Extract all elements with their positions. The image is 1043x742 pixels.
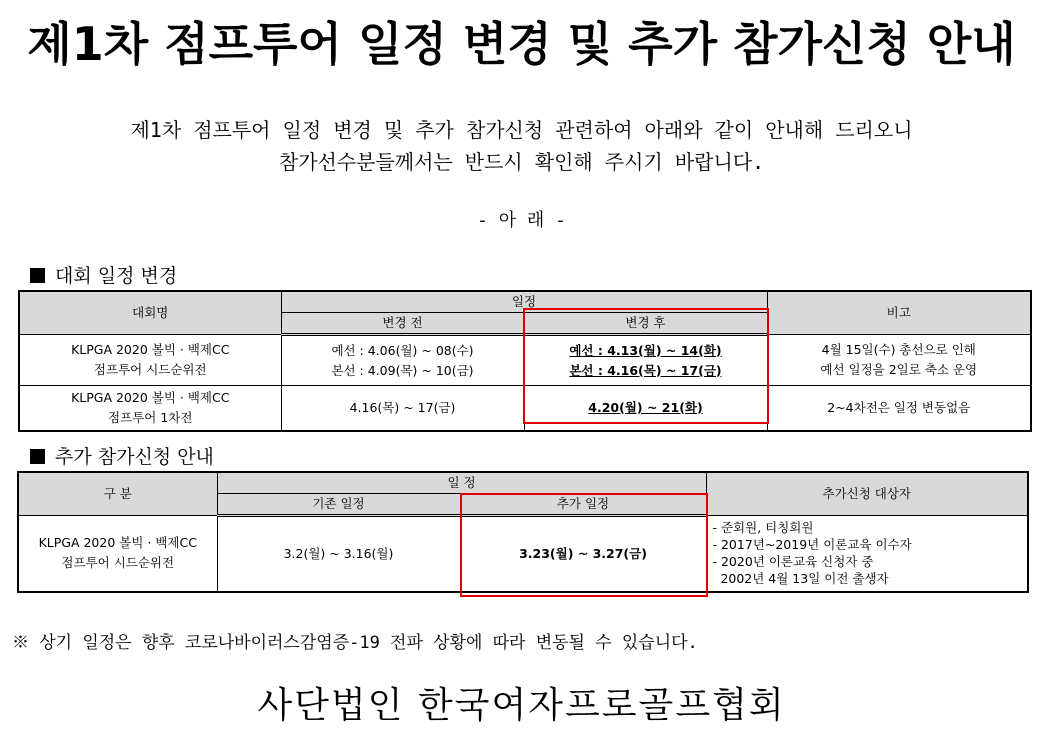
header-additional: 추가 일정	[460, 494, 706, 516]
header-after: 변경 후	[524, 313, 767, 335]
square-bullet-icon	[30, 449, 45, 464]
additional-registration-table	[17, 471, 1029, 593]
tournament-name-cell	[19, 335, 281, 386]
header-tournament-name: 대회명	[19, 291, 281, 335]
additional-cell: 3.23(월) ~ 3.27(금)	[460, 516, 706, 592]
header-category: 구 분	[18, 472, 217, 516]
organization-name: 사단법인 한국여자프로골프협회	[257, 685, 786, 726]
tournament-name-line: 점프투어 1차전	[108, 409, 193, 425]
header-schedule: 일정	[281, 291, 767, 313]
after-cell	[524, 386, 767, 431]
after-line: 4.20(월) ~ 21(화)	[588, 399, 703, 415]
section-heading-schedule-change	[30, 261, 177, 288]
section-heading-additional-registration	[30, 442, 214, 469]
tournament-name-line: KLPGA 2020 볼빅 · 백제CC	[71, 342, 230, 357]
section-heading-text: 추가 참가신청 안내	[55, 446, 214, 468]
after-cell	[524, 335, 767, 386]
target-line: - 2017년~2019년 이론교육 이수자	[712, 537, 912, 553]
before-cell	[281, 335, 524, 386]
table-row	[18, 516, 1028, 592]
before-line: 본선 : 4.09(목) ~ 10(금)	[331, 362, 474, 378]
section-heading-text: 대회 일정 변경	[55, 265, 178, 287]
tournament-name-cell	[19, 386, 281, 431]
remark-line: 4월 15일(수) 총선으로 인해	[821, 342, 976, 357]
header-target: 추가신청 대상자	[706, 472, 1028, 516]
intro-line-1: 제1차 점프투어 일정 변경 및 추가 참가신청 관련하여 아래와 같이 안내해 드리오니	[130, 118, 913, 142]
remark-cell: 2~4차전은 일정 변동없음	[767, 386, 1031, 431]
header-remark: 비고	[767, 291, 1031, 335]
target-line: - 2020년 이론교육 신청자 중	[712, 554, 874, 570]
below-marker: - 아 래 -	[477, 210, 566, 231]
target-line: 2002년 4월 13일 이전 출생자	[712, 571, 889, 587]
tournament-name-line: KLPGA 2020 볼빅 · 백제CC	[71, 389, 230, 405]
tournament-name-line: 점프투어 시드순위전	[93, 362, 207, 377]
before-cell: 4.16(목) ~ 17(금)	[281, 386, 524, 431]
target-cell	[706, 516, 1028, 592]
square-bullet-icon	[30, 268, 45, 283]
header-schedule: 일 정	[217, 472, 706, 494]
remark-line: 예선 일정을 2일로 축소 운영	[820, 362, 978, 377]
tournament-name-line: 점프투어 시드순위전	[61, 555, 175, 571]
before-line: 예선 : 4.06(월) ~ 08(수)	[331, 342, 474, 358]
header-before: 변경 전	[281, 313, 524, 335]
intro-line-2: 참가선수분들께서는 반드시 확인해 주시기 바랍니다.	[278, 150, 765, 174]
existing-cell: 3.2(월) ~ 3.16(월)	[217, 516, 460, 592]
page-title: 제1차 점프투어 일정 변경 및 추가 참가신청 안내	[27, 17, 1016, 71]
tournament-name-line: KLPGA 2020 볼빅 · 백제CC	[38, 535, 197, 551]
remark-cell	[767, 335, 1031, 386]
notice-text: ※ 상기 일정은 향후 코로나바이러스감염증-19 전파 상황에 따라 변동될 수 있습니다.	[12, 633, 698, 653]
table-row	[19, 386, 1031, 431]
header-existing: 기존 일정	[217, 494, 460, 516]
target-line: - 준회원, 티칭회원	[712, 520, 814, 536]
after-line: 본선 : 4.16(목) ~ 17(금)	[569, 362, 722, 378]
after-line: 예선 : 4.13(월) ~ 14(화)	[569, 342, 722, 358]
tournament-name-cell	[18, 516, 217, 592]
table-row	[19, 335, 1031, 386]
schedule-change-table	[18, 290, 1032, 432]
